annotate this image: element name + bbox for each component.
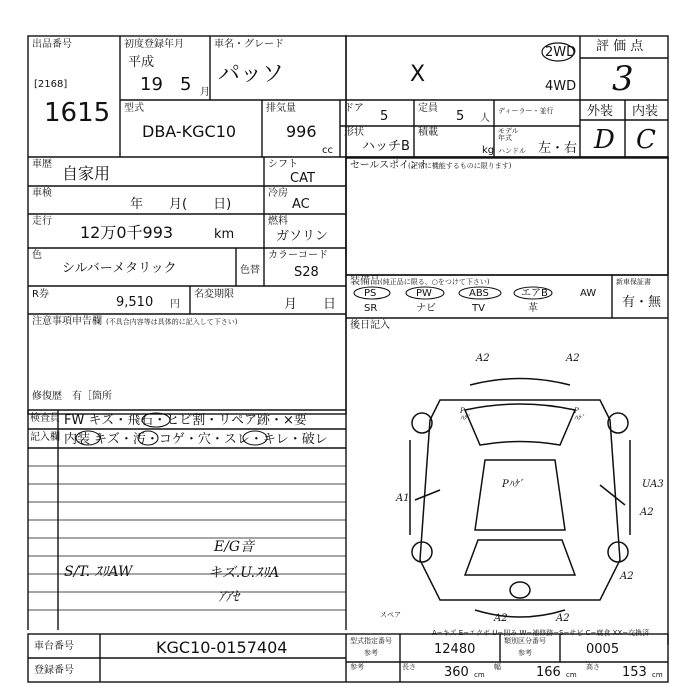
equip-navi: ナビ xyxy=(416,303,436,314)
interior-grade: C xyxy=(636,125,656,155)
mark-right-side: UA3 xyxy=(642,479,664,490)
score: 3 xyxy=(612,59,634,99)
width: 166 xyxy=(536,665,561,680)
exterior-label: 外装 xyxy=(587,104,614,119)
month-unit: 月 xyxy=(200,87,210,98)
equip-tv: TV xyxy=(472,303,485,314)
load-label: 積載 xyxy=(418,127,438,138)
check-row-fw: FW キズ・飛石・ヒビ割・リペア跡・×要 xyxy=(64,413,307,428)
recycle-unit: 円 xyxy=(170,299,180,310)
manual-value: 有・無 xyxy=(622,295,662,310)
mark-left-side: A1 xyxy=(396,493,410,504)
drive-2wd: 2WD xyxy=(545,45,577,60)
mark-front-right: A2 xyxy=(566,353,580,364)
dimensions-ref-label: 参考 xyxy=(350,663,364,671)
damage-legend: A−キズ E−エクボ U−凹み W−補修跡−S−サビ C−腐食 XX−交換済 xyxy=(432,629,650,637)
check-label-2: 記入欄 xyxy=(30,432,60,443)
length-label: 長さ xyxy=(402,663,416,671)
memo-aase: ｱｱｾ xyxy=(218,589,239,605)
memo-st: S/T. ｽﾘAW xyxy=(64,564,133,580)
score-label: 評 価 点 xyxy=(596,39,644,54)
equip-label: 装備品 xyxy=(350,276,380,287)
fuel: ガソリン xyxy=(276,229,329,244)
recycle-label: R券 xyxy=(32,289,49,300)
width-unit: cm xyxy=(566,671,577,679)
shape-label: 形状 xyxy=(344,127,364,138)
equip-leather: 革 xyxy=(528,303,538,314)
color-code: S28 xyxy=(294,265,319,280)
notes-label: 注意事項申告欄 xyxy=(32,316,102,327)
usage: 自家用 xyxy=(62,164,111,183)
ac-label: 冷房 xyxy=(268,188,288,199)
equip-aw: AW xyxy=(580,288,597,299)
color-change-label: 色替 xyxy=(240,265,260,276)
name-change-value: 月 日 xyxy=(284,297,337,312)
chassis-number: KGC10-0157404 xyxy=(156,638,288,657)
shift-label: シフト xyxy=(268,159,298,170)
mark-rear-left: A2 xyxy=(494,613,508,624)
usage-label: 車歴 xyxy=(32,159,52,170)
mark-right-rear: A2 xyxy=(640,507,654,518)
type-no-label: 型式指定番号 xyxy=(350,637,392,645)
mark-roof: Pﾊｹﾞ xyxy=(502,479,524,490)
sales-label: セールスポイント xyxy=(350,160,430,171)
displacement: 996 xyxy=(286,122,317,141)
repair-value: 有［箇所 xyxy=(72,391,112,402)
handle: 左・右 xyxy=(538,141,578,156)
color-label: 色 xyxy=(32,250,42,261)
name-label: 車名・グレード xyxy=(214,39,284,50)
reg-month: 5 xyxy=(180,74,192,95)
mark-front-left: A2 xyxy=(476,353,490,364)
class-no: 0005 xyxy=(586,642,620,657)
manual-label: 新車保証書 xyxy=(616,278,651,286)
exterior-grade: D xyxy=(594,125,615,155)
type-no-ref: 参考 xyxy=(364,649,378,657)
sales-sub: (正常に機能するものに限ります) xyxy=(408,162,512,170)
grade: X xyxy=(410,62,426,87)
check-label-1: 検査員 xyxy=(30,413,60,424)
check-row-interior: 内装 キズ・汚・コゲ・穴・スレ・キレ・破レ xyxy=(64,432,328,447)
lot-label: 出品番号 xyxy=(32,39,72,50)
mileage-label: 走行 xyxy=(32,216,52,227)
mark-rear-right: A2 xyxy=(556,613,570,624)
height-label: 高さ xyxy=(586,663,600,671)
after-label: 後日記入 xyxy=(350,320,390,331)
capacity-label: 定員 xyxy=(418,103,438,114)
repair-label: 修復歴 xyxy=(32,391,62,402)
memo-kizu: キズ.U.ｽﾘA xyxy=(208,565,280,581)
shape: ハッチB xyxy=(362,139,410,154)
load-unit: kg xyxy=(482,145,495,156)
lot-code: [2168] xyxy=(34,79,68,90)
color: シルバーメタリック xyxy=(62,261,177,276)
equip-pw: PW xyxy=(416,288,432,299)
disp-label: 排気量 xyxy=(266,103,296,114)
reg-label: 登録番号 xyxy=(34,665,74,676)
height-unit: cm xyxy=(652,671,663,679)
capacity: 5 xyxy=(456,109,465,124)
equip-ps: PS xyxy=(364,288,377,299)
ac: AC xyxy=(292,197,310,212)
model: DBA-KGC10 xyxy=(142,122,237,141)
inspect-label: 車検 xyxy=(32,188,52,199)
doors: 5 xyxy=(380,109,389,124)
doors-label: ドア xyxy=(344,103,364,114)
inspect-value: 年 月( 日) xyxy=(130,197,232,212)
spare-label: スペア xyxy=(380,611,401,619)
mark-left-door: P ﾊｹﾞ xyxy=(460,407,471,422)
recycle: 9,510 xyxy=(116,295,154,310)
class-no-ref: 参考 xyxy=(518,649,532,657)
lot-number: 1615 xyxy=(44,98,111,128)
mileage: 12万0千993 xyxy=(80,223,174,242)
height: 153 xyxy=(622,665,647,680)
drive-4wd: 4WD xyxy=(545,79,577,94)
memo-eg: E/G音 xyxy=(214,539,255,555)
equip-sub: (純正品に限る、○をつけて下さい) xyxy=(380,278,490,286)
capacity-unit: 人 xyxy=(480,113,490,124)
equip-sr: SR xyxy=(364,303,378,314)
shift: CAT xyxy=(290,171,315,186)
color-code-label: カラーコード xyxy=(268,250,328,261)
length: 360 xyxy=(444,665,469,680)
dealer-label: ディーラー・並行 xyxy=(498,107,554,115)
chassis-label: 車台番号 xyxy=(34,641,74,652)
handle-label: ハンドル xyxy=(498,147,526,155)
reg-year: 19 xyxy=(140,74,163,95)
equip-airbag: エアB xyxy=(521,288,548,299)
model-year-label: モデル 年式 xyxy=(498,127,519,142)
mileage-unit: km xyxy=(214,227,235,242)
length-unit: cm xyxy=(474,671,485,679)
fuel-label: 燃料 xyxy=(268,216,288,227)
width-label: 幅 xyxy=(494,663,501,671)
disp-unit: cc xyxy=(322,145,333,156)
mark-right-door: P ﾊｹﾞ xyxy=(574,407,585,422)
car-diagram xyxy=(410,379,630,618)
car-name: パッソ xyxy=(218,62,285,87)
name-change-label: 名変期限 xyxy=(194,289,234,300)
era: 平成 xyxy=(128,55,155,70)
notes-sub: (不具合内容等は具体的に記入して下さい) xyxy=(106,318,238,326)
model-label: 型式 xyxy=(124,103,144,114)
mark-right-bumper: A2 xyxy=(620,571,634,582)
equip-abs: ABS xyxy=(469,288,489,299)
interior-label: 内装 xyxy=(632,104,659,119)
type-no: 12480 xyxy=(434,642,476,657)
class-no-label: 類別区分番号 xyxy=(504,637,546,645)
first-reg-label: 初度登録年月 xyxy=(124,39,184,50)
